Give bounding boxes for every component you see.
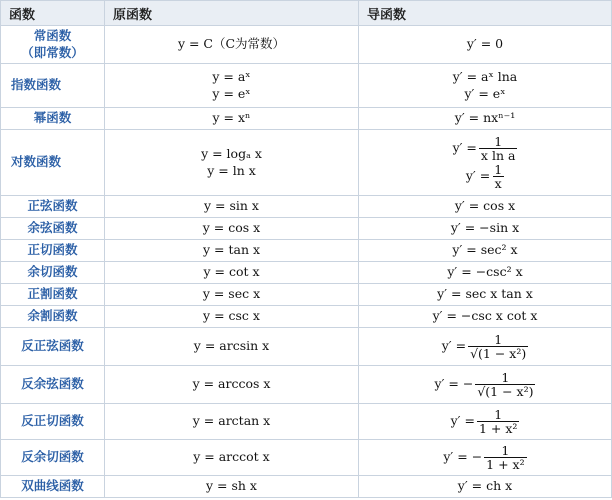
table-row xyxy=(1,328,612,366)
original-formula: y = C（C为常数） xyxy=(177,36,286,52)
function-name-cell xyxy=(1,284,105,306)
function-name-cell xyxy=(1,240,105,262)
function-name: 余割函数 xyxy=(27,308,78,324)
original-formula: y = arccos x xyxy=(192,376,271,392)
original-formula: y = logₐ x xyxy=(201,145,262,161)
function-name-cell xyxy=(1,196,105,218)
function-name: 正割函数 xyxy=(27,286,78,302)
original-function-cell xyxy=(105,218,359,240)
original-function-cell xyxy=(105,108,359,130)
function-name: 对数函数 xyxy=(11,154,62,170)
fraction-denominator: 1 + x² xyxy=(486,457,525,472)
original-formula: y = csc x xyxy=(203,308,260,324)
function-name: 幂函数 xyxy=(33,110,72,126)
original-function-cell xyxy=(105,440,359,476)
table-row xyxy=(1,64,612,108)
function-name-cell xyxy=(1,64,105,108)
function-name: 余弦函数 xyxy=(27,220,78,236)
derivative-cell xyxy=(359,404,612,440)
fraction-lhs: y′ = − xyxy=(434,376,474,392)
fraction-numerator: 1 xyxy=(494,134,503,150)
fraction-numerator: 1 xyxy=(501,442,510,458)
function-name: 余切函数 xyxy=(27,264,78,280)
original-function-cell xyxy=(105,240,359,262)
function-name: 常函数 xyxy=(33,27,72,43)
fraction-lhs: y′ = − xyxy=(443,449,483,465)
table-row xyxy=(1,130,612,196)
original-function-cell xyxy=(105,328,359,366)
derivative-fraction-formula xyxy=(359,163,611,190)
original-function-cell xyxy=(105,366,359,404)
derivative-cell xyxy=(359,440,612,476)
derivative-cell xyxy=(359,64,612,108)
fraction-lhs: y′ = xyxy=(441,338,467,354)
original-formula: y = tan x xyxy=(202,242,261,258)
original-formula: y = cos x xyxy=(202,220,261,236)
original-formula: y = sec x xyxy=(202,286,261,302)
original-function-cell xyxy=(105,196,359,218)
original-formula: y = eˣ xyxy=(212,85,251,101)
derivative-formula: y′ = sec² x xyxy=(452,242,518,258)
original-formula: y = cot x xyxy=(203,264,260,280)
fraction-denominator: x xyxy=(494,175,502,191)
fraction-lhs: y′ = xyxy=(452,140,477,156)
function-name-cell xyxy=(1,366,105,404)
original-function-cell xyxy=(105,130,359,196)
original-function-cell xyxy=(105,262,359,284)
function-name-cell xyxy=(1,262,105,284)
derivative-cell xyxy=(359,328,612,366)
table-row xyxy=(1,306,612,328)
table-row xyxy=(1,440,612,476)
derivative-cell xyxy=(359,476,612,498)
function-name: 反余切函数 xyxy=(21,449,84,465)
derivative-formula: y′ = −csc² x xyxy=(447,264,523,280)
derivative-cell xyxy=(359,306,612,328)
derivative-cell xyxy=(359,108,612,130)
derivative-formula: y′ = sec x tan x xyxy=(437,286,533,302)
table-row xyxy=(1,196,612,218)
header-derivative: 导函数 xyxy=(359,1,612,26)
function-name: 正切函数 xyxy=(27,242,78,258)
derivative-formula: y′ = −csc x cot x xyxy=(432,308,538,324)
table-row xyxy=(1,240,612,262)
table-row xyxy=(1,284,612,306)
fraction xyxy=(477,408,519,435)
header-row xyxy=(1,1,612,26)
function-name-cell xyxy=(1,130,105,196)
derivative-cell xyxy=(359,26,612,64)
original-function-cell xyxy=(105,476,359,498)
derivative-cell xyxy=(359,218,612,240)
table-row xyxy=(1,218,612,240)
table-row xyxy=(1,366,612,404)
original-formula: y = xⁿ xyxy=(212,110,251,126)
function-name: 正弦函数 xyxy=(27,198,78,214)
function-name-cell xyxy=(1,26,105,64)
derivative-fraction-formula xyxy=(359,444,611,471)
header-function: 函数 xyxy=(1,1,105,26)
fraction-numerator: 1 xyxy=(494,331,503,347)
original-function-cell xyxy=(105,64,359,108)
fraction-numerator: 1 xyxy=(494,161,503,177)
fraction-denominator: x ln a xyxy=(480,148,516,164)
fraction xyxy=(468,333,528,360)
original-formula: y = arccot x xyxy=(193,449,270,465)
fraction-numerator: 1 xyxy=(501,369,510,385)
derivative-formula: y′ = eˣ xyxy=(464,85,506,101)
derivative-cell xyxy=(359,130,612,196)
fraction-denominator: √(1 − x²) xyxy=(477,384,534,399)
function-name: 双曲线函数 xyxy=(21,478,84,494)
function-name: （即常数） xyxy=(21,44,84,60)
original-function-cell xyxy=(105,306,359,328)
original-formula: y = sh x xyxy=(206,478,257,494)
original-formula: y = ln x xyxy=(207,162,256,178)
derivative-formula: y′ = −sin x xyxy=(450,220,520,236)
header-original: 原函数 xyxy=(105,1,359,26)
derivative-cell xyxy=(359,366,612,404)
derivative-fraction-formula xyxy=(359,135,611,162)
derivative-formula: y′ = 0 xyxy=(466,36,504,52)
function-name-cell xyxy=(1,440,105,476)
fraction xyxy=(492,163,504,190)
table-row xyxy=(1,26,612,64)
fraction-lhs: y′ = xyxy=(465,167,491,183)
original-formula: y = aˣ xyxy=(212,68,251,84)
derivative-cell xyxy=(359,262,612,284)
derivative-formula: y′ = ch x xyxy=(457,478,513,494)
original-function-cell xyxy=(105,284,359,306)
derivative-cell xyxy=(359,240,612,262)
original-formula: y = arctan x xyxy=(192,413,271,429)
derivative-fraction-formula xyxy=(359,371,611,398)
function-name-cell xyxy=(1,476,105,498)
fraction-denominator: √(1 − x²) xyxy=(470,346,527,361)
original-function-cell xyxy=(105,404,359,440)
derivative-formula: y′ = cos x xyxy=(454,198,516,214)
function-name-cell xyxy=(1,306,105,328)
derivative-formula: y′ = aˣ lna xyxy=(452,68,518,84)
function-name: 反正弦函数 xyxy=(21,338,84,354)
original-formula: y = arcsin x xyxy=(193,338,270,354)
fraction xyxy=(475,371,535,398)
derivative-formula: y′ = nxⁿ⁻¹ xyxy=(454,110,516,126)
fraction-numerator: 1 xyxy=(494,406,503,422)
original-function-cell xyxy=(105,26,359,64)
table-row xyxy=(1,476,612,498)
table-row xyxy=(1,262,612,284)
function-name-cell xyxy=(1,404,105,440)
function-name: 反余弦函数 xyxy=(21,376,84,392)
fraction xyxy=(479,135,518,162)
derivative-cell xyxy=(359,284,612,306)
derivative-cell xyxy=(359,196,612,218)
fraction-lhs: y′ = xyxy=(450,413,475,429)
fraction-denominator: 1 + x² xyxy=(478,421,518,436)
function-name-cell xyxy=(1,108,105,130)
original-formula: y = sin x xyxy=(204,198,259,214)
function-name: 指数函数 xyxy=(11,77,62,93)
fraction xyxy=(484,444,526,471)
table-row xyxy=(1,404,612,440)
function-name: 反正切函数 xyxy=(21,413,84,429)
derivative-fraction-formula xyxy=(359,408,611,435)
function-name-cell xyxy=(1,328,105,366)
table-row xyxy=(1,108,612,130)
function-name-cell xyxy=(1,218,105,240)
derivative-fraction-formula xyxy=(359,333,611,360)
